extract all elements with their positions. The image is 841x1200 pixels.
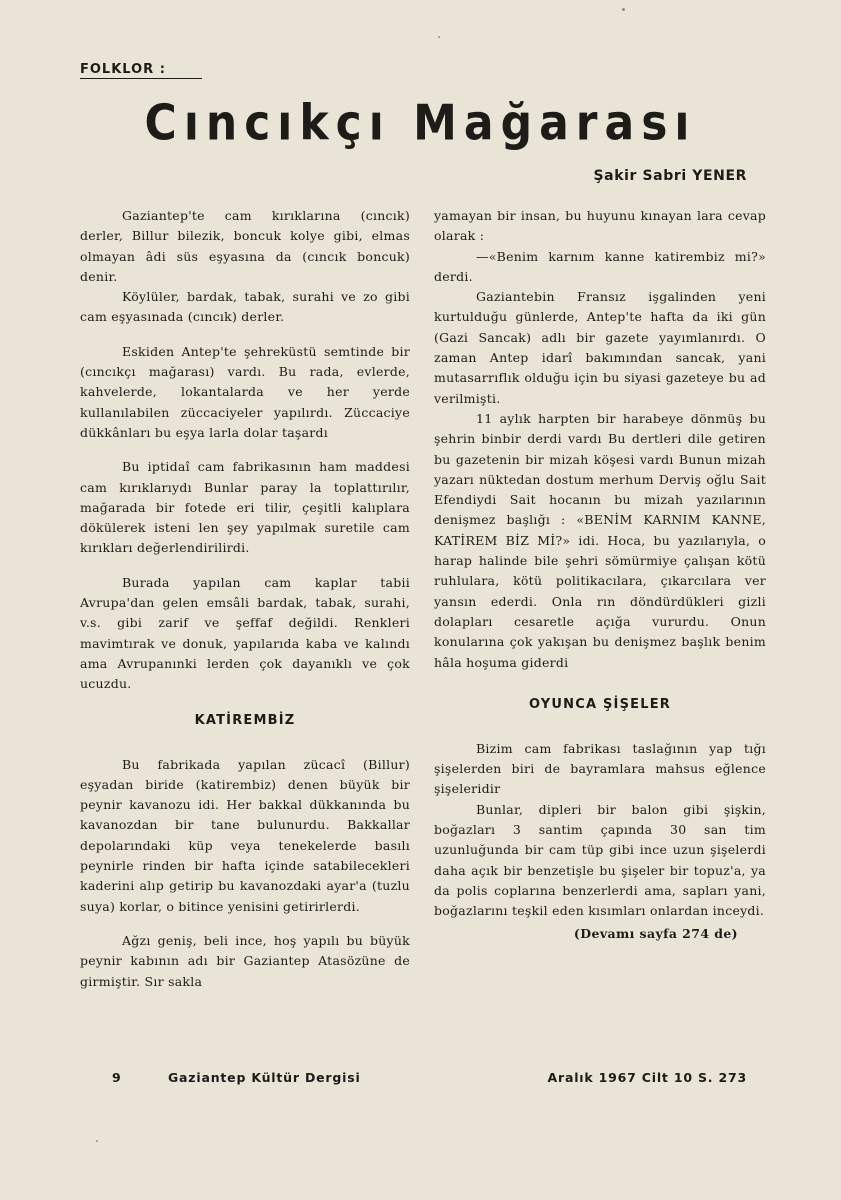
- paragraph: Bu fabrikada yapılan zücacî (Billur) eşyadan biride (katirembiz) denen büyük bir peynir kavanozu idi. Her bakkal dükkanında bu kavanozdan bir tane bulunurdu. Bakkallar depolarındaki küp veya tenekelerde basılı peynirle rinden bir hafta içinde satabilecekleri kaderini alıp getirip bu kavanozdaki ayar'a (tuzlu suya) korlar, o bitince yenisini getirirlerdi.: [80, 756, 410, 914]
- paragraph: Gaziantebin Fransız işgalinden yeni kurtulduğu günlerde, Antep'te hafta da iki gün (Gazi Sancak) adlı bir gazete yayımlanırdı. O zaman Antep idarî bakımından sancak, yani mutasarrıflık olduğu için bu siyasi gazeteye bu ad verilmişti.: [434, 289, 766, 406]
- paper-speck: [96, 1140, 98, 1142]
- continued-note: (Devamı sayfa 274 de): [573, 925, 738, 941]
- paragraph: 11 aylık harpten bir harabeye dönmüş bu şehrin binbir derdi vardı Bu dertleri dile getiren bu gazetenin bir mizah köşesi vardı Bunun mizah yazarı nüktedan dostum merhum Derviş oğlu Sait Efendiydi Sait hocanın bu mizah yazılarının denişmez başlığı : «BENİM KARNIM KANNE, KATİREM BİZ Mİ?» idi. Hoca, bu yazılarıyla, o harap halinde bile şehri sömürmiye çalışan kötü ruhlulara, kötü politikacılara, çıkarcılara ver yansın ederdi. Onla rın döndürdükleri gizli dolapları cesaretle açığa vururdu. Onun konularına çok yakışan bu denişmez başlık benim hâla hoşuma giderdi: [434, 410, 766, 670]
- section-label: FOLKLOR :: [80, 62, 202, 79]
- left-column: [80, 206, 410, 992]
- paragraph: Bizim cam fabrikası taslağının yap tığı şişelerden biri de bayramlara mahsus eğlence şişeleridir: [434, 740, 766, 797]
- paper-speck: [438, 36, 440, 38]
- page-number: 9: [112, 1070, 122, 1085]
- paper-speck: [622, 8, 625, 11]
- page-footer: [80, 1070, 747, 1090]
- paragraph: Gaziantep'te cam kırıklarına (cıncık) derler, Billur bilezik, boncuk kolye gibi, elmas olmayan âdi süs eşyasına da (cıncık boncuk) denir.: [80, 208, 410, 284]
- paragraph: Ağzı geniş, beli ince, hoş yapılı bu büyük peynir kabının adı bir Gaziantep Atasözüne de girmiştir. Sır sakla: [80, 932, 410, 989]
- paragraph: —«Benim karnım kanne katirembiz mi?» derdi.: [434, 248, 766, 284]
- paragraph: Bu iptidaî cam fabrikasının ham maddesi cam kırıklarıydı Bunlar paray la toplattırılır, mağarada bir fotede eri tilir, çeşitli kalıplara dökülerek isteni len şey yapılmak suretile cam kırıkları değerlendirilirdi.: [80, 459, 410, 556]
- article-title: Cıncıkçı Mağarası: [144, 94, 697, 153]
- paragraph: Köylüler, bardak, tabak, surahi ve zo gibi cam eşyasınada (cıncık) derler.: [80, 289, 410, 325]
- paragraph: Burada yapılan cam kaplar tabii Avrupa'dan gelen emsâli bardak, tabak, surahi, v.s. gibi zarif ve şeffaf değildi. Renkleri mavimtırak ve donuk, yapılarıda kaba ve kalındı ama Avrupanınki lerden çok dayanıklı ve çok ucuzdu.: [80, 574, 410, 692]
- paragraph: Bunlar, dipleri bir balon gibi şişkin, boğazları 3 santim çapında 30 san tim uzunluğunda bir cam tüp gibi ince uzun şişelerdi daha açık bir benzetişle bu şişeler bir topuz'a, ya da polis coplarına benzerlerdi ama, sapları yani, boğazlarını teşkil eden kısımları onlardan inceydi.: [434, 801, 766, 919]
- paragraph: yamayan bir insan, bu huyunu kınayan lara cevap olarak :: [434, 208, 766, 244]
- subheading-oyunca-siseler: OYUNCA ŞİŞELER: [529, 696, 671, 712]
- journal-name: Gaziantep Kültür Dergisi: [168, 1070, 361, 1085]
- issue-info: Aralık 1967 Cilt 10 S. 273: [547, 1070, 747, 1085]
- author-name: Şakir Sabri YENER: [593, 168, 747, 184]
- subheading-katirembiz: KATİREMBİZ: [194, 712, 296, 728]
- paragraph: Eskiden Antep'te şehreküstü semtinde bir (cıncıkçı mağarası) vardı. Bu rada, evlerde, kahvelerde, lokantalarda ve her yerde kullanılabilen züccaciyeler yapılırdı. Züccaciye dükkânları bu eşya larla dolar taşardı: [80, 343, 410, 440]
- right-column: [434, 206, 766, 944]
